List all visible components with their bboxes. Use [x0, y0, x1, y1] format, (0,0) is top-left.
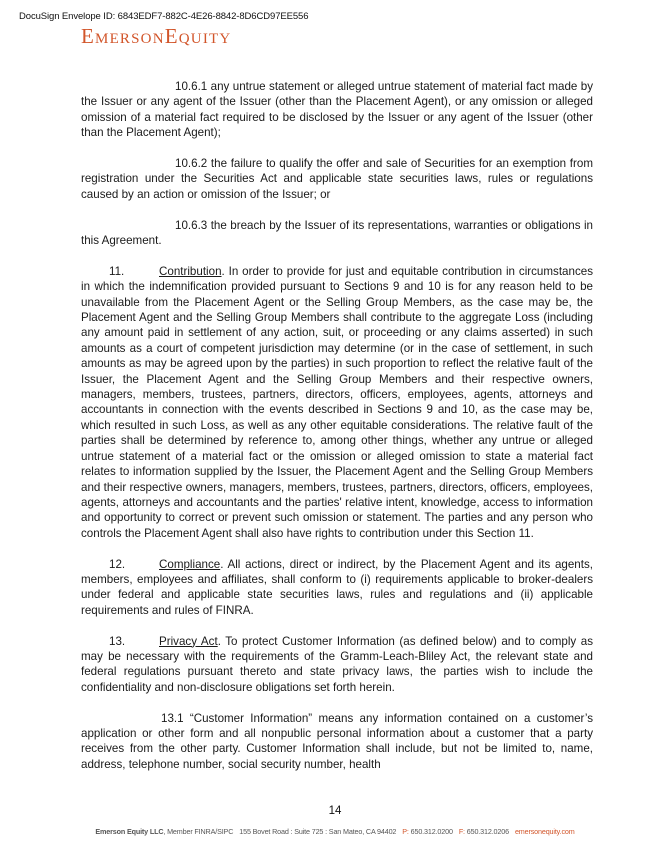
section-text: . To protect Customer Information (as defined below) and to comply as may be necessary with the requirements of the Gramm-Leach-Bliley Act, the relevant state and federal regulations pursuant thereto and state privacy laws, the parties wish to include the confidentiality and non-disclosure obligations set forth herein. — [81, 634, 593, 694]
page-number: 14 — [328, 805, 342, 817]
footer-fax: 650.312.0206 — [466, 827, 509, 836]
section-11-contribution — [81, 264, 593, 541]
clause-10-6-3: 10.6.3 the breach by the Issuer of its representations, warranties or obligations in this Agreement. — [81, 218, 593, 248]
section-text: . All actions, direct or indirect, by the Placement Agent and its agents, members, employees and affiliates, shall conform to (i) requirements applicable to broker-dealers under federal and applicable state securities laws, rules and regulations and (ii) applicable requirements and rules of FINRA. — [81, 557, 593, 617]
page-footer — [0, 827, 670, 836]
footer-company: Emerson Equity LLC — [95, 827, 164, 836]
section-13-privacy-act — [81, 634, 593, 696]
footer-member: , Member FINRA/SIPC — [163, 827, 234, 836]
clause-10-6-2: 10.6.2 the failure to qualify the offer and sale of Securities for an exemption from registration under the Securities Act and applicable state securities laws, rules or regulations caused by an action or omission of the Issuer; or — [81, 157, 593, 201]
section-number: 13. — [109, 634, 126, 648]
footer-phone: 650.312.0200 — [410, 827, 453, 836]
section-title: Contribution — [159, 264, 222, 278]
clause-13-1: 13.1 “Customer Information” means any information contained on a customer’s application or other form and all nonpublic personal information about a customer that a party receives from the other party. Customer Information shall include, but not be limited to, name, address, telephone number, social security number, health — [81, 711, 593, 771]
emerson-equity-logo: EmersonEquity — [81, 24, 232, 48]
section-text: . In order to provide for just and equitable contribution in circumstances in which the indemnification provided pursuant to Sections 9 and 10 is for any reason held to be unavailable from the Placement Agent or the Selling Group Members, as the case may be, the Placement Agent and the Selling Group Members shall contribute to the aggregate Loss (including any amount paid in settlement of any action, suit, or proceeding or any claims asserted) in such amounts as a court of competent jurisdiction may determine (or in the case of settlement, in such amounts as may be agreed upon by the parties) in such proportion to reflect the relative fault of the Issuer, the Placement Agent and the Selling Group Members and their respective owners, managers, members, trustees, partners, directors, officers, employees, agents, attorneys and accountants in connection with the events described in Sections 9 and 10, as the case may be, which resulted in such Loss, as well as any other equitable considerations. The relative fault of the parties shall be determined by reference to, among other things, whether any untrue or alleged untrue statement of a material fact or the omission or alleged omission to state a material fact relates to information supplied by the Issuer, the Placement Agent and the Selling Group Members and their respective owners, managers, members, trustees, partners, directors, officers, employees, agents, attorneys and accountants and the parties' relative intent, knowledge, access to information and opportunity to correct or prevent such omission or statement. The parties and any person who controls the Placement Agent shall also have rights to contribution under this Section 11. — [81, 264, 593, 540]
document-body — [81, 79, 593, 788]
footer-address: 155 Bovet Road : Suite 725 : San Mateo, CA 94402 — [239, 827, 397, 836]
docusign-envelope-id: DocuSign Envelope ID: 6843EDF7-882C-4E26-8842-8D6CD97EE556 — [19, 11, 309, 22]
clause-10-6-1: 10.6.1 any untrue statement or alleged untrue statement of material fact made by the Issuer or any agent of the Issuer (other than the Placement Agent), or any omission or alleged omission of a material fact required to be disclosed by the Issuer or any agent of the Issuer (other than the Placement Agent); — [81, 80, 593, 140]
section-title: Compliance — [159, 557, 221, 571]
section-number: 11. — [109, 264, 125, 278]
footer-phone-label: P: — [402, 827, 409, 836]
section-title: Privacy Act — [159, 634, 218, 648]
section-12-compliance — [81, 557, 593, 619]
footer-fax-label: F: — [458, 827, 465, 836]
section-number: 12. — [109, 557, 126, 571]
footer-website-link[interactable]: emersonequity.com — [514, 827, 575, 836]
